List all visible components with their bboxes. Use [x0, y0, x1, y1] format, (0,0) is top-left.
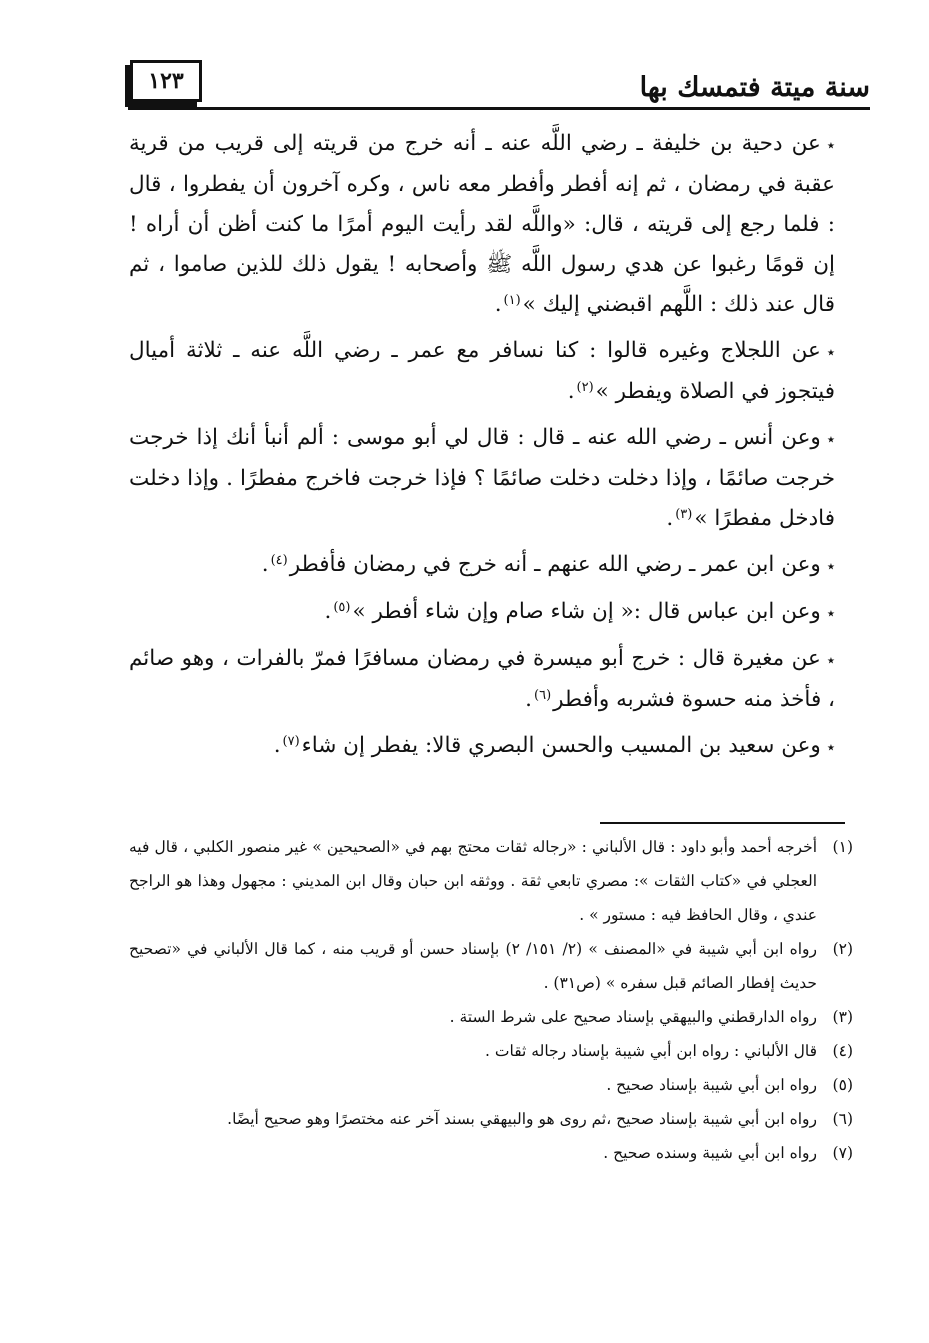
star-marker: ٭	[826, 604, 835, 622]
paragraph-5: ٭وعن ابن عباس قال :« إن شاء صام وإن شاء أفطر »$^{(٥)}$.	[324, 599, 835, 624]
paragraph-4: ٭وعن ابن عمر ـ رضي الله عنهم ـ أنه خرج في رمضان فأفطر$^{(٤)}$.	[261, 552, 835, 577]
footnote-text: رواه الدارقطني والبيهقي بإسناد صحيح على شرط الستة .	[449, 1008, 817, 1026]
footnote-number: (٥)	[832, 1076, 853, 1094]
footnote-1	[129, 830, 853, 932]
paragraph-1: ٭عن دحية بن خليفة ـ رضي اللَّه عنه ـ أنه خرج من قريته إلى قريب من قرية عقبة في رمضان ، ثم إنه أفطر وأفطر معه ناس ، وكره آخرون أن يفطروا ، قال : فلما رجع إلى قريته ، قال: «واللَّه لقد رأيت اليوم أمرًا ما كنت أظن أن أراه ! إن قومًا رغبوا عن هدي رسول اللَّه ﷺ وأصحابه ! يقول ذلك للذين صاموا ، ثم قال عند ذلك : اللَّهم اقبضني إليك »$^{(١)}$.	[129, 131, 835, 317]
footnote-ref: (٥)	[333, 600, 351, 615]
footnotes	[129, 830, 853, 1170]
footnote-4	[129, 1034, 853, 1068]
header-rule	[128, 107, 870, 110]
footnote-number: (٣)	[832, 1008, 853, 1026]
paragraph-2: ٭عن اللجلاج وغيره قالوا : كنا نسافر مع عمر ـ رضي اللَّه عنه ـ ثلاثة أميال فيتجوز في الصلاة ويفطر »$^{(٢)}$.	[129, 338, 835, 404]
star-marker: ٭	[826, 738, 835, 756]
page-header	[128, 58, 870, 110]
star-marker: ٭	[826, 430, 835, 448]
footnote-ref: (٧)	[282, 734, 300, 749]
footnote-number: (١)	[832, 838, 853, 856]
footnote-2	[129, 932, 853, 1000]
footnote-7	[129, 1136, 853, 1170]
paragraph-3: ٭وعن أنس ـ رضي الله عنه ـ قال : قال لي أبو موسى : ألم أنبأ أنك إذا خرجت خرجت صائمًا ، وإذا دخلت دخلت صائمًا ؟ فإذا خرجت فاخرج مفطرًا . وإذا دخلت فادخل مفطرًا »$^{(٣)}$.	[129, 425, 835, 531]
main-text	[129, 124, 867, 773]
paragraph-7: ٭وعن سعيد بن المسيب والحسن البصري قالا: يفطر إن شاء$^{(٧)}$.	[273, 733, 835, 758]
footnote-number: (٢)	[832, 940, 854, 958]
page-number: ١٢٣	[130, 60, 202, 102]
running-title: سنة ميتة فتمسك بها	[639, 72, 870, 103]
footnote-ref: (٤)	[270, 553, 288, 568]
footnote-text: رواه ابن أبي شيبة بإسناد صحيح ،ثم روى هو والبيهقي بسند آخر عنه مختصرًا وهو صحيح أيضًا.	[227, 1110, 817, 1128]
footnote-divider	[600, 822, 845, 824]
footnote-ref: (٢)	[576, 380, 594, 395]
footnote-text: قال الألباني : رواه ابن أبي شيبة بإسناد رجاله ثقات .	[485, 1042, 817, 1060]
footnote-ref: (١)	[503, 293, 521, 308]
footnote-number: (٦)	[832, 1110, 853, 1128]
star-marker: ٭	[826, 651, 835, 669]
footnote-text: أخرجه أحمد وأبو داود : قال الألباني : «رجاله ثقات محتج بهم في «الصحيحين » غير منصور الكلبي ، قال فيه العجلي في «كتاب الثقات »: مصري تابعي ثقة . ووثقه ابن حبان وقال ابن المديني : مجهول وهذا هو الراجح عندي ، وقال الحافظ فيه : مستور » .	[129, 838, 817, 924]
footnote-number: (٤)	[832, 1042, 853, 1060]
footnote-text: رواه ابن أبي شيبة وسنده صحيح .	[603, 1144, 817, 1162]
footnote-5	[129, 1068, 853, 1102]
star-marker: ٭	[826, 136, 835, 154]
footnote-number: (٧)	[832, 1144, 853, 1162]
footnote-6	[129, 1102, 853, 1136]
footnote-text: رواه ابن أبي شيبة بإسناد صحيح .	[606, 1076, 817, 1094]
footnote-text: رواه ابن أبي شيبة في «المصنف » (٢/ ١٥١/ ٢) بإسناد حسن أو قريب منه ، كما قال الألباني في «تصحيح حديث إفطار الصائم قبل سفره » (ص٣١) .	[129, 940, 818, 992]
footnote-ref: (٣)	[675, 507, 693, 522]
star-marker: ٭	[826, 557, 835, 575]
star-marker: ٭	[826, 343, 835, 361]
footnote-3	[129, 1000, 853, 1034]
footnote-ref: (٦)	[534, 688, 552, 703]
paragraph-6: ٭عن مغيرة قال : خرج أبو ميسرة في رمضان مسافرًا فمرّ بالفرات ، وهو صائم ، فأخذ منه حسوة فشربه وأفطر$^{(٦)}$.	[129, 646, 835, 712]
